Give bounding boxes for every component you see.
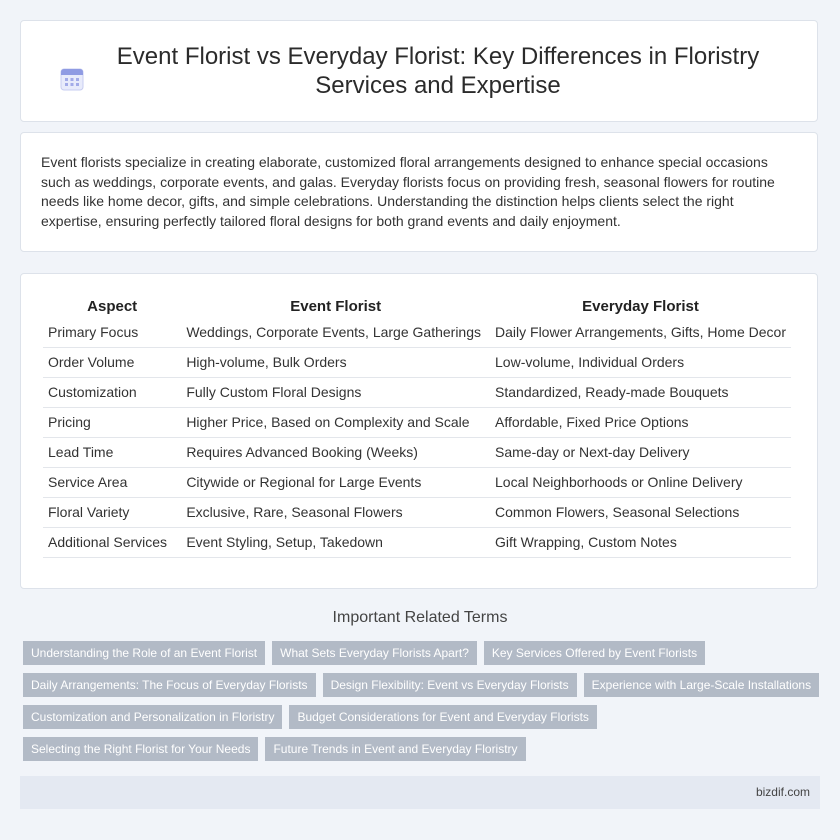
cell-event: High-volume, Bulk Orders [181, 348, 490, 378]
related-term-link[interactable]: Daily Arrangements: The Focus of Everyday Florists [23, 673, 316, 697]
cell-event: Exclusive, Rare, Seasonal Flowers [181, 498, 490, 528]
table-row [43, 408, 791, 438]
related-term-link[interactable]: Future Trends in Event and Everyday Floristry [265, 737, 525, 761]
cell-everyday: Daily Flower Arrangements, Gifts, Home Decor [490, 318, 791, 348]
tag-row [23, 737, 823, 761]
table-row [43, 468, 791, 498]
related-term-link[interactable]: Experience with Large-Scale Installations [584, 673, 819, 697]
cell-aspect: Order Volume [43, 348, 181, 378]
cell-event: Citywide or Regional for Large Events [181, 468, 490, 498]
cell-event: Weddings, Corporate Events, Large Gatherings [181, 318, 490, 348]
related-term-link[interactable]: Selecting the Right Florist for Your Needs [23, 737, 258, 761]
calendar-icon [59, 66, 85, 92]
related-term-link[interactable]: Understanding the Role of an Event Florist [23, 641, 265, 665]
tag-row [23, 673, 823, 697]
cell-aspect: Floral Variety [43, 498, 181, 528]
header-aspect: Aspect [87, 298, 138, 315]
footer [20, 776, 820, 809]
related-term-link[interactable]: What Sets Everyday Florists Apart? [272, 641, 477, 665]
cell-aspect: Lead Time [43, 438, 181, 468]
comparison-table-card [20, 273, 818, 589]
cell-event: Requires Advanced Booking (Weeks) [181, 438, 490, 468]
cell-everyday: Low-volume, Individual Orders [490, 348, 791, 378]
related-term-link[interactable]: Design Flexibility: Event vs Everyday Florists [323, 673, 577, 697]
cell-aspect: Additional Services [43, 528, 181, 558]
related-term-link[interactable]: Budget Considerations for Event and Everyday Florists [289, 705, 596, 729]
cell-everyday: Same-day or Next-day Delivery [490, 438, 791, 468]
intro-card [20, 132, 818, 252]
footer-site[interactable]: bizdif.com [755, 785, 810, 799]
cell-everyday: Gift Wrapping, Custom Notes [490, 528, 791, 558]
table-row [43, 348, 791, 378]
page-title: Event Florist vs Everyday Florist: Key Differences in Floristry Services and Expertise [116, 43, 760, 99]
related-terms-title: Important Related Terms [332, 609, 508, 626]
cell-everyday: Local Neighborhoods or Online Delivery [490, 468, 791, 498]
cell-event: Event Styling, Setup, Takedown [181, 528, 490, 558]
related-term-link[interactable]: Customization and Personalization in Floristry [23, 705, 282, 729]
table-row [43, 378, 791, 408]
tag-row [23, 705, 823, 729]
cell-event: Higher Price, Based on Complexity and Scale [181, 408, 490, 438]
cell-aspect: Service Area [43, 468, 181, 498]
cell-everyday: Standardized, Ready-made Bouquets [490, 378, 791, 408]
table-row [43, 318, 791, 348]
table-row [43, 498, 791, 528]
header-everyday-florist: Everyday Florist [582, 298, 699, 315]
cell-aspect: Primary Focus [43, 318, 181, 348]
header-event-florist: Event Florist [290, 298, 382, 315]
tag-row [23, 641, 823, 665]
cell-aspect: Pricing [43, 408, 181, 438]
cell-everyday: Common Flowers, Seasonal Selections [490, 498, 791, 528]
cell-everyday: Affordable, Fixed Price Options [490, 408, 791, 438]
related-term-link[interactable]: Key Services Offered by Event Florists [484, 641, 705, 665]
intro-text: Event florists specialize in creating elaborate, customized floral arrangements designed to enhance special occasions such as weddings, corporate events, and galas. Everyday florists focus on providing fresh, seasonal flowers for routine needs like home decor, gifts, and simple celebrations. Understanding the distinction helps clients select the right expertise, ensuring perfectly tailored floral designs for both grand events and daily enjoyment. [41, 154, 775, 229]
cell-aspect: Customization [43, 378, 181, 408]
title-wrap [59, 42, 779, 100]
related-terms-list [23, 641, 823, 769]
table-row [43, 528, 791, 558]
title-card [20, 20, 818, 122]
cell-event: Fully Custom Floral Designs [181, 378, 490, 408]
table-header-row [43, 296, 791, 318]
comparison-table [43, 296, 791, 558]
table-row [43, 438, 791, 468]
